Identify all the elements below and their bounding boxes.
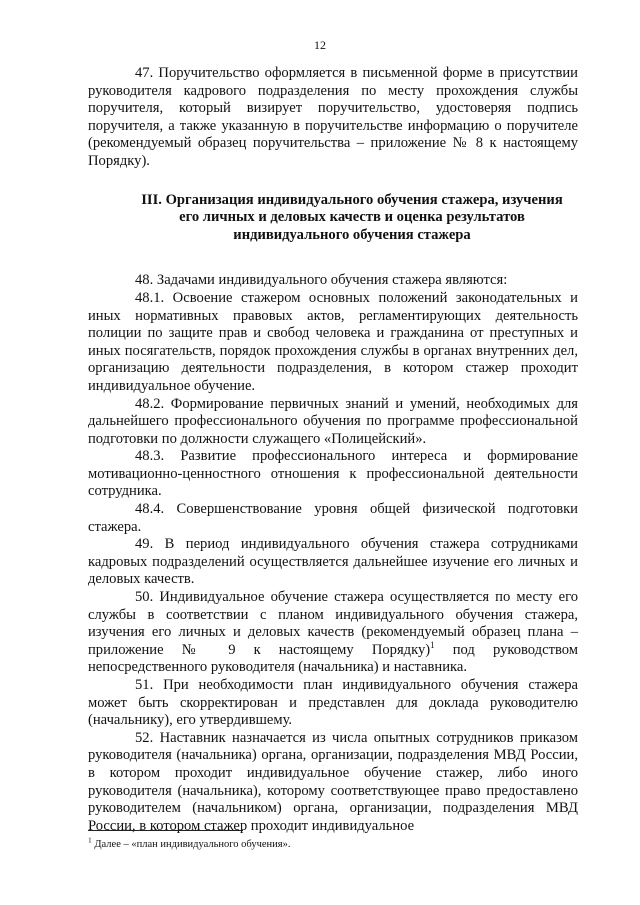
paragraph-48-3: 48.3. Развитие профессионального интереса и формирование мотивационно-ценностного отношения к профессиональной деятельности сотрудника. <box>88 448 578 500</box>
heading-line-2: его личных и деловых качеств и оценка результатов <box>179 209 525 226</box>
paragraph-48-1: 48.1. Освоение стажером основных положений законодательных и иных нормативных правовых актов, регламентирующих деятельность полиции по защите прав и свобод человека и гражданина от преступных и иных посягательств, порядок прохождения службы в органах внутренних дел, организацию деятельности подразделения, в котором стажер проходит индивидуальное обучение. <box>88 289 578 394</box>
document-body <box>88 65 578 835</box>
footnote-divider <box>88 830 243 831</box>
paragraph-51: 51. При необходимости план индивидуального обучения стажера может быть скорректирован и представлен для доклада руководителю (начальнику), его утвердившему. <box>88 677 578 729</box>
paragraph-48-2: 48.2. Формирование первичных знаний и умений, необходимых для дальнейшего профессионального обучения по программе профессиональной подготовки по должности служащего «Полицейский». <box>88 395 578 447</box>
heading-line-1: III. Организация индивидуального обучения стажера, изучения <box>141 191 563 208</box>
footnote-mark: 1 <box>88 835 92 845</box>
footnote-text: Далее – «план индивидуального обучения». <box>91 839 291 850</box>
paragraph-48-4: 48.4. Совершенствование уровня общей физической подготовки стажера. <box>88 501 578 535</box>
page-number: 12 <box>314 38 326 52</box>
footnote <box>88 835 578 851</box>
heading-line-3: индивидуального обучения стажера <box>233 226 471 243</box>
paragraph-50 <box>88 589 578 677</box>
section-heading <box>88 192 578 245</box>
paragraph-47: 47. Поручительство оформляется в письменной форме в присутствии руководителя кадрового подразделения по месту прохождения службы поручителя, который визирует поручительство, удостоверяя подпись поручителя, а также указанную в поручительстве информацию о поручителе (рекомендуемый образец поручительства – приложение № 8 к настоящему Порядку). <box>88 65 578 169</box>
paragraph-48: 48. Задачами индивидуального обучения стажера являются: <box>135 272 508 289</box>
paragraph-50-text: 50. Индивидуальное обучение стажера осуществляется по месту его службы в соответствии с планом индивидуального обучения стажера, изучения его личных и деловых качеств (рекомендуемый образец плана – приложение № 9 к настоящему Порядку) <box>88 589 578 658</box>
footnote-reference: 1 <box>430 639 435 650</box>
paragraph-52: 52. Наставник назначается из числа опытных сотрудников приказом руководителя (начальника) органа, организации, подразделения МВД России, в котором проходит индивидуальное обучение стажер, либо иного руководителя (начальника), которому соответствующее право предоставлено руководителем (начальником) органа, организации, подразделения МВД России, в котором стажер проходит индивидуальное <box>88 729 578 834</box>
paragraph-49: 49. В период индивидуального обучения стажера сотрудниками кадровых подразделений осуществляется дальнейшее изучение его личных и деловых качеств. <box>88 536 578 588</box>
paragraph-50-text-end: под руководством непосредственного руководителя (начальника) и наставника. <box>88 641 579 676</box>
